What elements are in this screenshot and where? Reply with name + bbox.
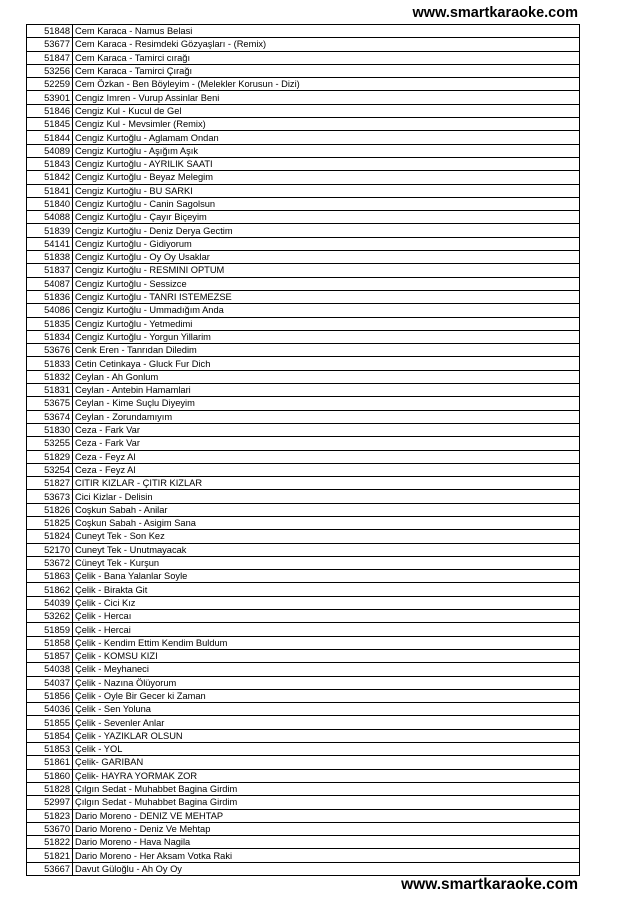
song-row (27, 317, 580, 330)
song-row (27, 570, 580, 583)
song-title: Cengiz Imren - Vurup Assinlar Beni (73, 91, 580, 104)
song-code: 51836 (27, 290, 73, 303)
song-row (27, 743, 580, 756)
song-title: Ceylan - Kime Suçlu Diyeyim (73, 397, 580, 410)
song-row (27, 490, 580, 503)
song-title: Çelik - Sen Yoluna (73, 703, 580, 716)
song-row (27, 38, 580, 51)
song-row (27, 197, 580, 210)
song-code: 53254 (27, 463, 73, 476)
song-code: 53262 (27, 610, 73, 623)
site-url-header: www.smartkaraoke.com (412, 5, 578, 21)
song-row (27, 729, 580, 742)
song-title: Çelik- HAYRA YORMAK ZOR (73, 769, 580, 782)
song-title: Cengiz Kurtoğlu - Deniz Derya Gectim (73, 224, 580, 237)
song-title: Çelik- GARIBAN (73, 756, 580, 769)
song-title: Cem Karaca - Resimdeki Gözyaşları - (Remix) (73, 38, 580, 51)
song-code: 51848 (27, 25, 73, 38)
song-row (27, 556, 580, 569)
song-title: Cetin Cetinkaya - Gluck Fur Dich (73, 357, 580, 370)
song-row (27, 104, 580, 117)
song-code: 51856 (27, 689, 73, 702)
song-code: 51863 (27, 570, 73, 583)
song-row (27, 370, 580, 383)
song-code: 53255 (27, 437, 73, 450)
song-row (27, 543, 580, 556)
song-row (27, 344, 580, 357)
song-code: 53675 (27, 397, 73, 410)
song-code: 51854 (27, 729, 73, 742)
song-title: Cengiz Kul - Kucul de Gel (73, 104, 580, 117)
song-row (27, 530, 580, 543)
song-title: Çılgın Sedat - Muhabbet Bagina Girdim (73, 782, 580, 795)
song-code: 52997 (27, 796, 73, 809)
song-code: 51828 (27, 782, 73, 795)
song-code: 51835 (27, 317, 73, 330)
song-row (27, 769, 580, 782)
song-row (27, 836, 580, 849)
song-code: 53676 (27, 344, 73, 357)
song-list-table (26, 24, 580, 876)
song-code: 54086 (27, 304, 73, 317)
song-row (27, 330, 580, 343)
song-code: 51840 (27, 197, 73, 210)
song-title: Çelik - Nazına Ölüyorum (73, 676, 580, 689)
song-row (27, 171, 580, 184)
song-row (27, 756, 580, 769)
song-title: Dario Moreno - Deniz Ve Mehtap (73, 822, 580, 835)
song-row (27, 676, 580, 689)
song-row (27, 862, 580, 875)
song-row (27, 649, 580, 662)
song-code: 51859 (27, 623, 73, 636)
song-code: 53674 (27, 410, 73, 423)
song-row (27, 463, 580, 476)
song-title: Cengiz Kurtoğlu - RESMINI OPTUM (73, 264, 580, 277)
song-title: Cengiz Kurtoğlu - Yorgun Yillarim (73, 330, 580, 343)
song-title: Dario Moreno - Hava Nagila (73, 836, 580, 849)
song-code: 54039 (27, 596, 73, 609)
song-title: Cengiz Kurtoğlu - Yetmedimi (73, 317, 580, 330)
song-title: Cuneyt Tek - Unutmayacak (73, 543, 580, 556)
song-title: Çelik - Oyle Bir Gecer ki Zaman (73, 689, 580, 702)
song-code: 53672 (27, 556, 73, 569)
song-title: Çılgın Sedat - Muhabbet Bagina Girdim (73, 796, 580, 809)
song-title: Çelik - Birakta Git (73, 583, 580, 596)
song-code: 53673 (27, 490, 73, 503)
song-title: Cem Özkan - Ben Böyleyim - (Melekler Korusun - Dizi) (73, 78, 580, 91)
song-title: Cengiz Kurtoğlu - Gidiyorum (73, 237, 580, 250)
song-row (27, 663, 580, 676)
song-code: 51829 (27, 450, 73, 463)
song-title: Cengiz Kurtoğlu - Aşığım Aşık (73, 144, 580, 157)
song-title: Cem Karaca - Tamirci Çırağı (73, 64, 580, 77)
song-title: Cengiz Kurtoğlu - BU SARKI (73, 184, 580, 197)
song-title: Cüneyt Tek - Kurşun (73, 556, 580, 569)
song-title: Cengiz Kurtoğlu - TANRI ISTEMEZSE (73, 290, 580, 303)
song-code: 51860 (27, 769, 73, 782)
song-row (27, 822, 580, 835)
site-url-footer: www.smartkaraoke.com (401, 876, 578, 893)
song-title: Ceza - Feyz Al (73, 450, 580, 463)
song-code: 51846 (27, 104, 73, 117)
song-row (27, 304, 580, 317)
song-title: Çelik - Hercaı (73, 610, 580, 623)
song-code: 51830 (27, 423, 73, 436)
song-row (27, 689, 580, 702)
song-code: 51827 (27, 477, 73, 490)
song-row (27, 237, 580, 250)
song-title: Çelik - Hercai (73, 623, 580, 636)
song-row (27, 583, 580, 596)
song-title: Cengiz Kurtoğlu - Sessizce (73, 277, 580, 290)
song-code: 51825 (27, 516, 73, 529)
song-title: Ceza - Fark Var (73, 423, 580, 436)
song-title: Çelik - YOL (73, 743, 580, 756)
song-title: Cengiz Kurtoğlu - Aglamam Ondan (73, 131, 580, 144)
song-code: 53670 (27, 822, 73, 835)
song-title: Cengiz Kul - Mevsimler (Remix) (73, 118, 580, 131)
song-row (27, 51, 580, 64)
song-code: 51838 (27, 251, 73, 264)
song-row (27, 623, 580, 636)
song-code: 52259 (27, 78, 73, 91)
song-row (27, 157, 580, 170)
song-code: 54087 (27, 277, 73, 290)
song-code: 51831 (27, 384, 73, 397)
song-code: 51837 (27, 264, 73, 277)
song-row (27, 144, 580, 157)
song-code: 53256 (27, 64, 73, 77)
song-title: Çelik - Sevenler Anlar (73, 716, 580, 729)
song-code: 51855 (27, 716, 73, 729)
song-code: 51841 (27, 184, 73, 197)
song-code: 51823 (27, 809, 73, 822)
song-title: Ceylan - Antebin Hamamlari (73, 384, 580, 397)
song-row (27, 809, 580, 822)
song-code: 51834 (27, 330, 73, 343)
song-title: Çelik - Kendim Ettim Kendim Buldum (73, 636, 580, 649)
song-row (27, 849, 580, 862)
song-list-body (27, 25, 580, 876)
song-row (27, 610, 580, 623)
song-code: 51847 (27, 51, 73, 64)
song-code: 51858 (27, 636, 73, 649)
song-code: 51833 (27, 357, 73, 370)
song-row (27, 516, 580, 529)
song-title: Ceza - Fark Var (73, 437, 580, 450)
song-row (27, 118, 580, 131)
song-code: 51862 (27, 583, 73, 596)
song-row (27, 782, 580, 795)
song-code: 51822 (27, 836, 73, 849)
song-code: 54141 (27, 237, 73, 250)
song-row (27, 450, 580, 463)
song-code: 53667 (27, 862, 73, 875)
song-title: CITIR KIZLAR - ÇITIR KIZLAR (73, 477, 580, 490)
song-title: Cenk Eren - Tanrıdan Diledim (73, 344, 580, 357)
song-code: 51842 (27, 171, 73, 184)
song-title: Çelik - Cici Kız (73, 596, 580, 609)
song-code: 54037 (27, 676, 73, 689)
song-code: 53901 (27, 91, 73, 104)
song-title: Ceylan - Zorundamıyım (73, 410, 580, 423)
song-title: Çelik - KOMSU KIZI (73, 649, 580, 662)
song-code: 51861 (27, 756, 73, 769)
song-code: 54038 (27, 663, 73, 676)
song-code: 51821 (27, 849, 73, 862)
song-row (27, 437, 580, 450)
song-row (27, 423, 580, 436)
song-row (27, 384, 580, 397)
song-code: 51826 (27, 503, 73, 516)
song-code: 52170 (27, 543, 73, 556)
song-title: Cem Karaca - Namus Belasi (75, 26, 193, 37)
song-row (27, 78, 580, 91)
song-row (27, 703, 580, 716)
song-title: Cengiz Kurtoğlu - Canin Sagolsun (73, 197, 580, 210)
song-row (27, 397, 580, 410)
song-code: 51845 (27, 118, 73, 131)
song-title: Ceylan - Ah Gonlum (73, 370, 580, 383)
song-row (27, 251, 580, 264)
song-code: 53677 (27, 38, 73, 51)
song-row (27, 224, 580, 237)
song-code: 51853 (27, 743, 73, 756)
song-row (27, 277, 580, 290)
song-row (27, 264, 580, 277)
song-code: 54088 (27, 211, 73, 224)
song-title: Cengiz Kurtoğlu - Beyaz Melegim (73, 171, 580, 184)
song-code: 51843 (27, 157, 73, 170)
song-row (27, 596, 580, 609)
song-title: Cengiz Kurtoğlu - AYRILIK SAATI (73, 157, 580, 170)
song-title: Cengiz Kurtoğlu - Ummadığım Anda (73, 304, 580, 317)
song-title: Çelik - Meyhaneci (73, 663, 580, 676)
song-row (27, 410, 580, 423)
song-title: Dario Moreno - Her Aksam Votka Raki (73, 849, 580, 862)
song-row (27, 636, 580, 649)
song-code: 54089 (27, 144, 73, 157)
song-row (27, 91, 580, 104)
song-code: 54036 (27, 703, 73, 716)
song-title: Cuneyt Tek - Son Kez (73, 530, 580, 543)
song-row (27, 184, 580, 197)
song-code: 51839 (27, 224, 73, 237)
song-title: Çelik - YAZIKLAR OLSUN (73, 729, 580, 742)
song-title: Dario Moreno - DENIZ VE MEHTAP (73, 809, 580, 822)
song-code: 51844 (27, 131, 73, 144)
song-title: Coşkun Sabah - Anilar (73, 503, 580, 516)
song-row (27, 796, 580, 809)
song-row (27, 211, 580, 224)
song-row (27, 716, 580, 729)
song-title: Ceza - Feyz Al (73, 463, 580, 476)
song-code: 51824 (27, 530, 73, 543)
song-title: Cengiz Kurtoğlu - Oy Oy Usaklar (73, 251, 580, 264)
song-title: Cici Kizlar - Delisin (73, 490, 580, 503)
song-row (27, 290, 580, 303)
song-row (27, 25, 580, 38)
song-title: Cengiz Kurtoğlu - Çayır Biçeyim (73, 211, 580, 224)
song-title: Davut Güloğlu - Ah Oy Oy (73, 862, 580, 875)
song-title: Çelik - Bana Yalanlar Soyle (73, 570, 580, 583)
song-row (27, 357, 580, 370)
song-title: Cem Karaca - Tamirci cırağı (73, 51, 580, 64)
song-row (27, 477, 580, 490)
song-row (27, 64, 580, 77)
song-code: 51857 (27, 649, 73, 662)
song-row (27, 503, 580, 516)
song-code: 51832 (27, 370, 73, 383)
song-title: Coşkun Sabah - Asigim Sana (73, 516, 580, 529)
song-row (27, 131, 580, 144)
